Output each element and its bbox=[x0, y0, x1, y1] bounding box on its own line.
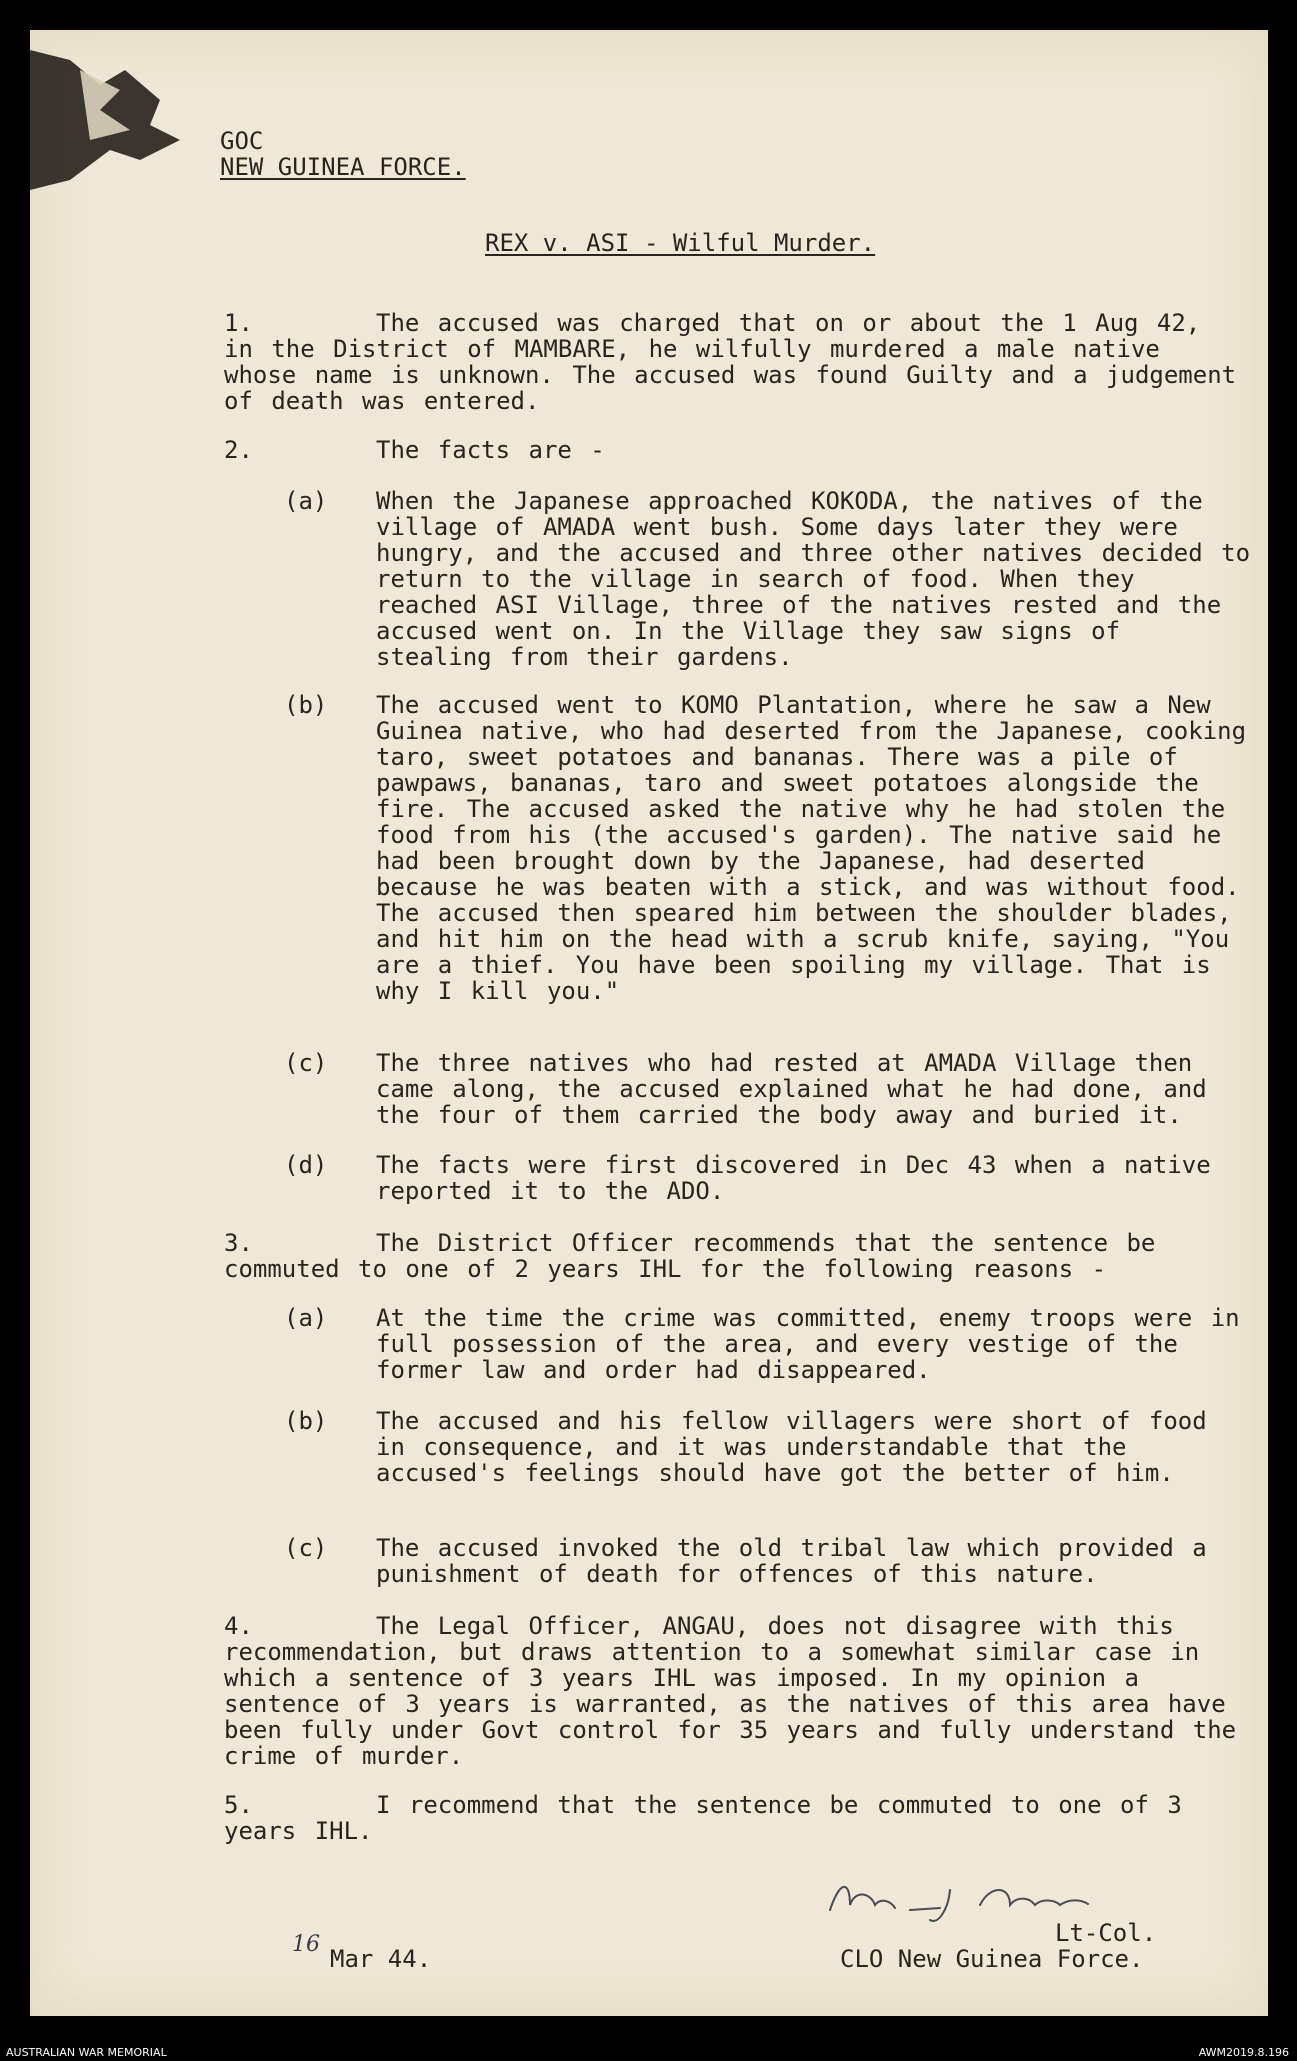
subparagraph-text: The facts were first discovered in Dec 43 when a native reported it to the ADO. bbox=[376, 1151, 1211, 1205]
subparagraph-text: At the time the crime was committed, enemy troops were in full possession of the area, and every vestige of the former law and order had disappeared. bbox=[376, 1304, 1240, 1384]
subject-line: REX v. ASI - Wilful Murder. bbox=[485, 229, 876, 257]
paragraph-1 bbox=[224, 310, 1244, 414]
subparagraph-label: (a) bbox=[284, 487, 328, 515]
paragraph-3 bbox=[224, 1230, 1244, 1282]
subparagraph-2b bbox=[284, 692, 1254, 1004]
paragraph-text: The accused was charged that on or about the 1 Aug 42, in the District of MAMBARE, he wilfully murdered a male native whose name is unknown. The accused was found Guilty and a judgement of death was entered. bbox=[224, 309, 1237, 415]
subparagraph-label: (b) bbox=[284, 691, 328, 719]
signatory-rank: Lt-Col. bbox=[1055, 1919, 1157, 1947]
paragraph-number: 1. bbox=[224, 309, 253, 337]
paragraph-4 bbox=[224, 1613, 1244, 1769]
subparagraph-3b bbox=[284, 1408, 1254, 1486]
paragraph-text: I recommend that the sentence be commuted to one of 3 years IHL. bbox=[224, 1791, 1182, 1845]
paragraph-number: 4. bbox=[224, 1612, 253, 1640]
subparagraph-text: The accused and his fellow villagers were short of food in consequence, and it was understandable that the accused's feelings should have got the better of him. bbox=[376, 1407, 1207, 1487]
recipient-line-1: GOC bbox=[220, 127, 264, 155]
subparagraph-3c bbox=[284, 1535, 1254, 1587]
archive-reference: AWM2019.8.196 bbox=[1198, 2046, 1289, 2059]
subparagraph-text: When the Japanese approached KOKODA, the natives of the village of AMADA went bush. Some days later they were hungry, and the accused and three other natives decided to return to the village in search of food. When they reached ASI Village, three of the natives rested and the accused went on. In the Village they saw signs of stealing from their gardens. bbox=[376, 487, 1251, 671]
subparagraph-3a bbox=[284, 1305, 1254, 1383]
subparagraph-2d bbox=[284, 1152, 1254, 1204]
subparagraph-text: The accused invoked the old tribal law which provided a punishment of death for offences of this nature. bbox=[376, 1534, 1207, 1588]
date-handwritten-day: 16 bbox=[292, 1932, 320, 1957]
paragraph-number: 3. bbox=[224, 1229, 253, 1257]
paragraph-text: The facts are - bbox=[376, 436, 605, 464]
subparagraph-label: (a) bbox=[284, 1304, 328, 1332]
signatory-title: CLO New Guinea Force. bbox=[840, 1945, 1144, 1973]
paragraph-5 bbox=[224, 1792, 1244, 1844]
paragraph-number: 2. bbox=[224, 436, 253, 464]
subparagraph-text: The three natives who had rested at AMADA Village then came along, the accused explained what he had done, and the four of them carried the body away and buried it. bbox=[376, 1049, 1207, 1129]
subparagraph-text: The accused went to KOMO Plantation, where he saw a New Guinea native, who had deserted from the Japanese, cooking taro, sweet potatoes and bananas. There was a pile of pawpaws, bananas, taro and sweet potatoes alongside the fire. The accused asked the native why he had stolen the food from his (the accused's garden). The native said he had been brought down by the Japanese, had deserted because he was beaten with a stick, and was without food. The accused then speared him between the shoulder blades, and hit him on the head with a scrub knife, saying, "You are a thief. You have been spoiling my village. That is why I kill you." bbox=[376, 691, 1247, 1005]
torn-corner bbox=[30, 30, 230, 200]
paragraph-2 bbox=[224, 437, 1244, 463]
subparagraph-2c bbox=[284, 1050, 1254, 1128]
subparagraph-label: (b) bbox=[284, 1407, 328, 1435]
recipient-line-2: NEW GUINEA FORCE. bbox=[220, 153, 466, 181]
subparagraph-label: (c) bbox=[284, 1049, 328, 1077]
subparagraph-2a bbox=[284, 488, 1254, 670]
subparagraph-label: (d) bbox=[284, 1151, 328, 1179]
paragraph-text: The District Officer recommends that the sentence be commuted to one of 2 years IHL for the following reasons - bbox=[224, 1229, 1156, 1283]
paragraph-text: The Legal Officer, ANGAU, does not disagree with this recommendation, but draws attention to a somewhat similar case in which a sentence of 3 years IHL was imposed. In my opinion a sentence of 3 years is warranted, as the natives of this area have been fully under Govt control for 35 years and fully understand the crime of murder. bbox=[224, 1612, 1237, 1770]
archive-credit: AUSTRALIAN WAR MEMORIAL bbox=[6, 2046, 167, 2059]
date-typed: Mar 44. bbox=[330, 1945, 432, 1973]
paragraph-number: 5. bbox=[224, 1791, 253, 1819]
subparagraph-label: (c) bbox=[284, 1534, 328, 1562]
